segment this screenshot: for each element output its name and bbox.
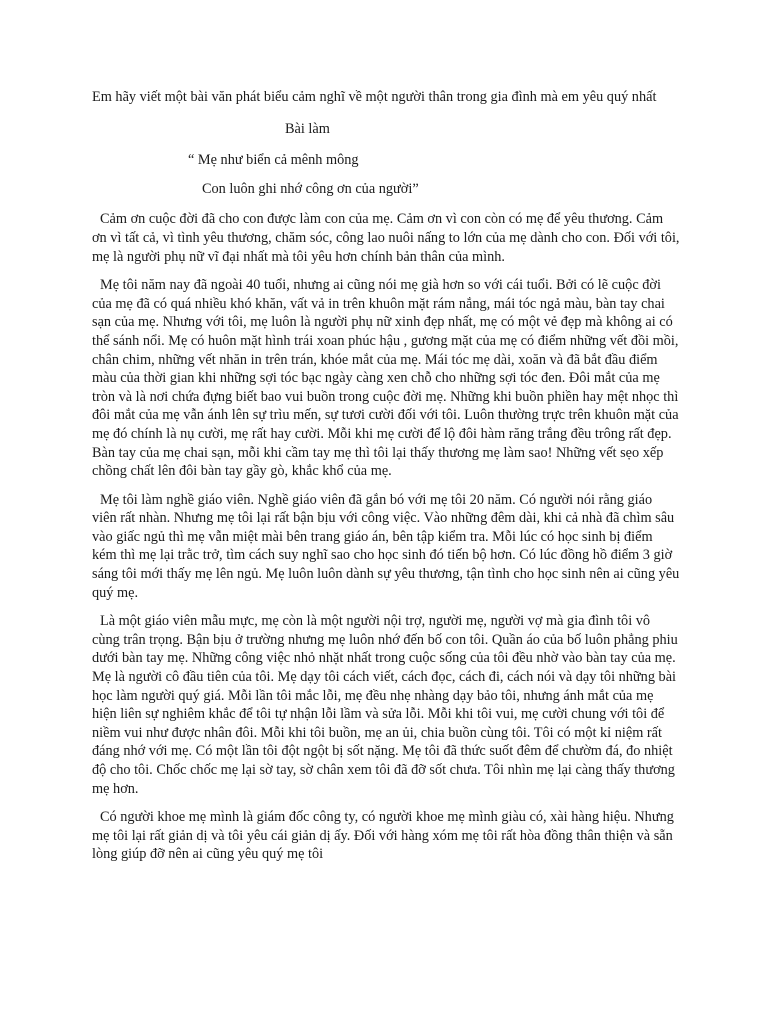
- paragraph-1: Cảm ơn cuộc đời đã cho con được làm con của mẹ. Cảm ơn vì con còn có mẹ để yêu thương. Cảm ơn vì tất cả, vì tình yêu thương, chăm sóc, công lao nuôi nấng to lớn của mẹ dành cho con. Đối với tôi, mẹ là người phụ nữ vĩ đại nhất mà tôi yêu hơn chính bản thân của mình.: [92, 211, 680, 265]
- verse-line-1: “ Mẹ như biển cả mênh mông: [188, 152, 359, 169]
- paragraph-3: Mẹ tôi làm nghề giáo viên. Nghề giáo viên đã gắn bó với mẹ tôi 20 năm. Có người nói rằng giáo viên rất nhàn. Nhưng mẹ tôi lại rất bận bịu với công việc. Vào những đêm dài, khi cả nhà đã chìm sâu vào giấc ngủ thì mẹ vẫn miệt mài bên trang giáo án, bên tập kiểm tra. Mỗi lúc có học sinh bị điểm kém thì mẹ lại trằc trở, tìm cách suy nghĩ sao cho học sinh đó tiến bộ hơn. Có lúc đồng hồ điểm 3 giờ sáng tôi mới thấy mẹ lên ngủ. Mẹ luôn luôn dành sự yêu thương, tận tình cho học sinh nên ai cũng yêu quý mẹ.: [92, 491, 680, 601]
- paragraph-5: Có người khoe mẹ mình là giám đốc công ty, có người khoe mẹ mình giàu có, xài hàng hiệu. Nhưng mẹ tôi lại rất giản dị và tôi yêu cái giản dị ấy. Đối với hàng xóm mẹ tôi rất hòa đồng thân thiện và sẵn lòng giúp đỡ nên ai cũng yêu quý mẹ tôi: [92, 809, 674, 863]
- essay-prompt: Em hãy viết một bài văn phát biểu cảm nghĩ về một người thân trong gia đình mà em yêu quý nhất: [92, 89, 657, 105]
- paragraph-4: Là một giáo viên mẫu mực, mẹ còn là một người nội trợ, người mẹ, người vợ mà gia đình tôi vô cùng trân trọng. Bận bịu ở trường nhưng mẹ luôn nhớ đến bố con tôi. Quần áo của bố luôn phẳng phiu dưới bàn tay mẹ. Những công việc nhỏ nhặt nhất trong cuộc sống của tôi đều nhờ vào bàn tay của mẹ. Mẹ là người cô đầu tiên của tôi. Mẹ dạy tôi cách viết, cách đọc, cách đi, cách nói và dạy tôi những bài học làm người quý giá. Mỗi lần tôi mắc lỗi, mẹ đều nhẹ nhàng dạy bảo tôi, nhưng ánh mắt của mẹ hiện liên sự nghiêm khắc để tôi tự nhận lỗi lầm và sửa lỗi. Mỗi khi tôi vui, mẹ cười chung với tôi để niềm vui như được nhân đôi. Mỗi khi tôi buồn, mẹ an ủi, chia buồn cùng tôi. Tôi có một kỉ niệm rất đáng nhớ với mẹ. Có một lần tôi đột ngột bị sốt nặng. Mẹ tôi đã thức suốt đêm để chườm đá, đo nhiệt độ cho tôi. Chốc chốc mẹ lại sờ tay, sờ chân xem tôi đã đỡ sốt chưa. Tôi nhìn mẹ lại càng thấy thương mẹ hơn.: [92, 613, 678, 797]
- verse-line-2: Con luôn ghi nhớ công ơn của người”: [202, 180, 419, 197]
- essay-heading: Bài làm: [285, 120, 330, 137]
- paragraph-2: Mẹ tôi năm nay đã ngoài 40 tuổi, nhưng ai cũng nói mẹ già hơn so với cái tuổi. Bởi có lẽ cuộc đời của mẹ đã có quá nhiều khó khăn, vất vả in trên khuôn mặt rám nắng, mái tóc ngả màu, bàn tay chai sạn của mẹ. Nhưng với tôi, mẹ luôn là người phụ nữ xinh đẹp nhất, mẹ có một vẻ đẹp mà không ai có thể sánh nổi. Mẹ có huôn mặt hình trái xoan phúc hậu , gương mặt của mẹ có điểm những vết đồi mồi, chân chim, những vết nhăn in trên trán, khóe mắt của mẹ. Mái tóc mẹ dài, xoăn và đã bắt đầu điểm màu của thời gian khi những sợi tóc bạc ngày càng xen chỗ cho những sợi tóc đen. Đôi mắt của mẹ tròn và là nơi chứa đựng biết bao vui buồn trong cuộc đời mẹ. Những khi buồn phiền hay mệt nhọc thì đôi mắt của mẹ vẫn ánh lên sự trìu mến, sự tươi cười đối với tôi. Luôn thường trực trên khuôn mặt của mẹ đó chính là nụ cười, mẹ rất hay cười. Mỗi khi mẹ cười để lộ đôi hàm răng trắng đều trông rất đẹp. Bàn tay của mẹ chai sạn, mỗi khi cầm tay mẹ thì tôi lại thấy thương mẹ làm sao! Những vết sẹo xếp chồng chất lên đôi bàn tay gầy gò, khắc khổ của mẹ.: [92, 277, 679, 480]
- document-page: [92, 88, 680, 874]
